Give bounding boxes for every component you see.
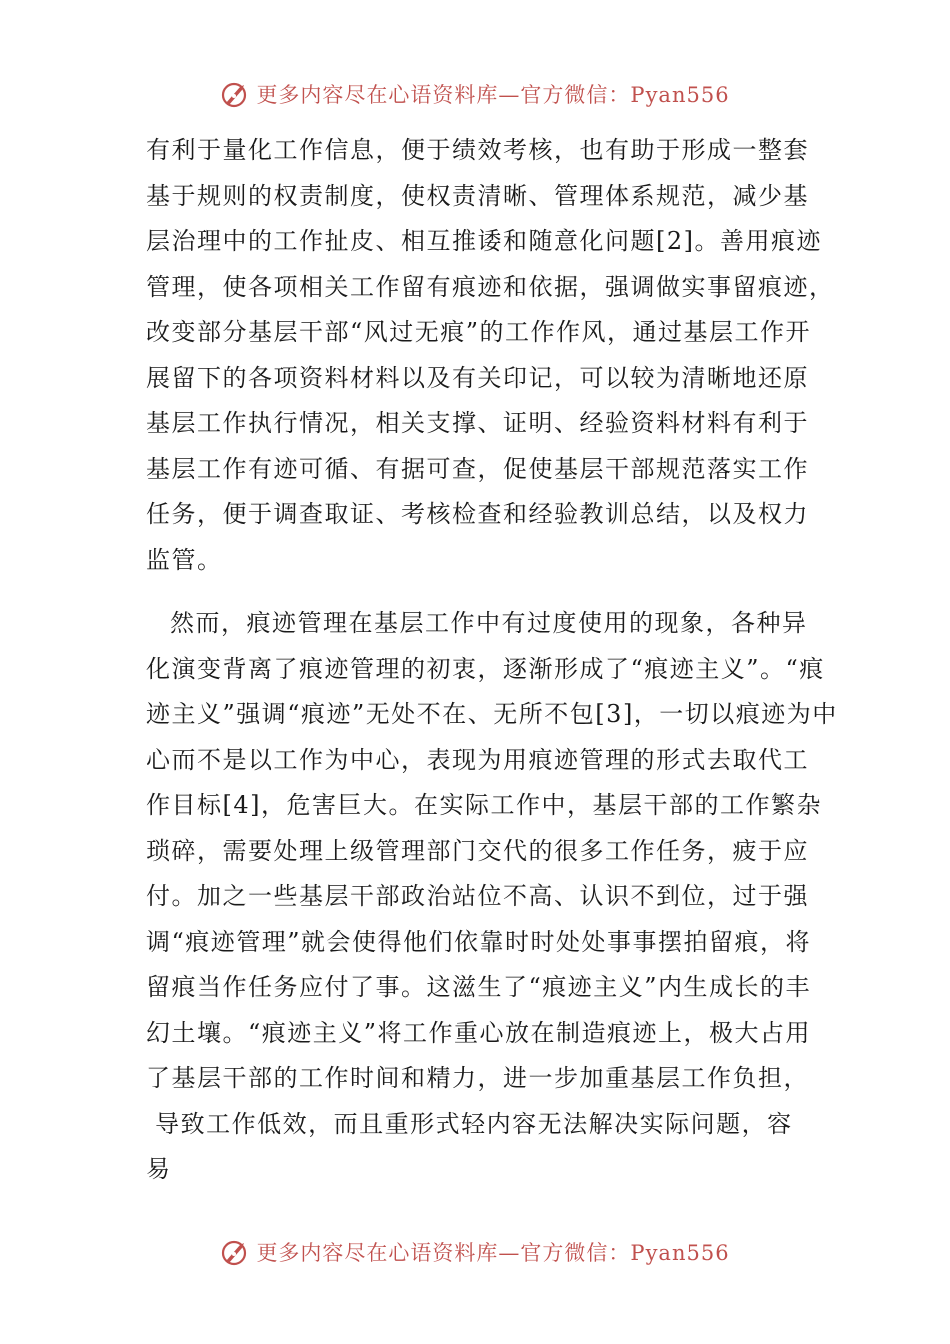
text-line: 易 <box>146 1155 172 1183</box>
text-line: 有利于量化工作信息，便于绩效考核，也有助于形成一整套 <box>146 136 809 164</box>
text-line: 化演变背离了痕迹管理的初衷，逐渐形成了“痕迹主义”。“痕 <box>146 654 825 683</box>
text-line: 基层工作有迹可循、有据可查，促使基层干部规范落实工作 <box>146 454 809 483</box>
watermark-text: 更多内容尽在心语资料库—官方微信：Pyan556 <box>256 1241 730 1265</box>
text-line: 作目标[4]，危害巨大。在实际工作中，基层干部的工作繁杂 <box>146 791 822 819</box>
text-line: 层治理中的工作扯皮、相互推诿和随意化问题[2]。善用痕迹 <box>146 227 822 255</box>
document-body <box>146 128 838 1193</box>
paragraph-2 <box>146 601 838 1193</box>
text-line: 基层工作执行情况，相关支撑、证明、经验资料材料有利于 <box>146 409 809 437</box>
paragraph-1 <box>146 128 835 583</box>
text-line: 基于规则的权责制度，使权责清晰、管理体系规范，减少基 <box>146 181 809 210</box>
text-line: 监管。 <box>146 545 223 574</box>
text-line: 展留下的各项资料材料以及有关印记，可以较为清晰地还原 <box>146 363 809 392</box>
text-line: 幻土壤。“痕迹主义”将工作重心放在制造痕迹上，极大占用 <box>146 1018 812 1047</box>
footer-watermark <box>0 1232 950 1272</box>
pen-nib-seal-icon <box>220 1237 250 1267</box>
text-line: 留痕当作任务应付了事。这滋生了“痕迹主义”内生成长的丰 <box>146 973 812 1001</box>
text-line: 了基层干部的工作时间和精力，进一步加重基层工作负担， <box>146 1064 809 1092</box>
text-line: 付。加之一些基层干部政治站位不高、认识不到位，过于强 <box>146 882 809 910</box>
text-line: 迹主义”强调“痕迹”无处不在、无所不包[3]，一切以痕迹为中 <box>146 700 838 728</box>
watermark-text: 更多内容尽在心语资料库—官方微信：Pyan556 <box>256 83 730 107</box>
text-line: 琐碎，需要处理上级管理部门交代的很多工作任务，疲于应 <box>146 836 809 865</box>
pen-nib-seal-icon <box>220 79 250 109</box>
text-line: 导致工作低效，而且重形式轻内容无法解决实际问题，容 <box>146 1109 793 1138</box>
text-line: 然而，痕迹管理在基层工作中有过度使用的现象，各种异 <box>170 609 808 637</box>
text-line: 心而不是以工作为中心，表现为用痕迹管理的形式去取代工 <box>146 745 809 774</box>
text-line: 调“痕迹管理”就会使得他们依靠时时处处事事摆拍留痕，将 <box>146 927 812 956</box>
text-line: 任务，便于调查取证、考核检查和经验教训总结，以及权力 <box>146 500 809 528</box>
text-line: 管理，使各项相关工作留有痕迹和依据，强调做实事留痕迹， <box>146 272 835 301</box>
text-line: 改变部分基层干部“风过无痕”的工作作风，通过基层工作开 <box>146 318 812 346</box>
header-watermark <box>0 74 950 114</box>
